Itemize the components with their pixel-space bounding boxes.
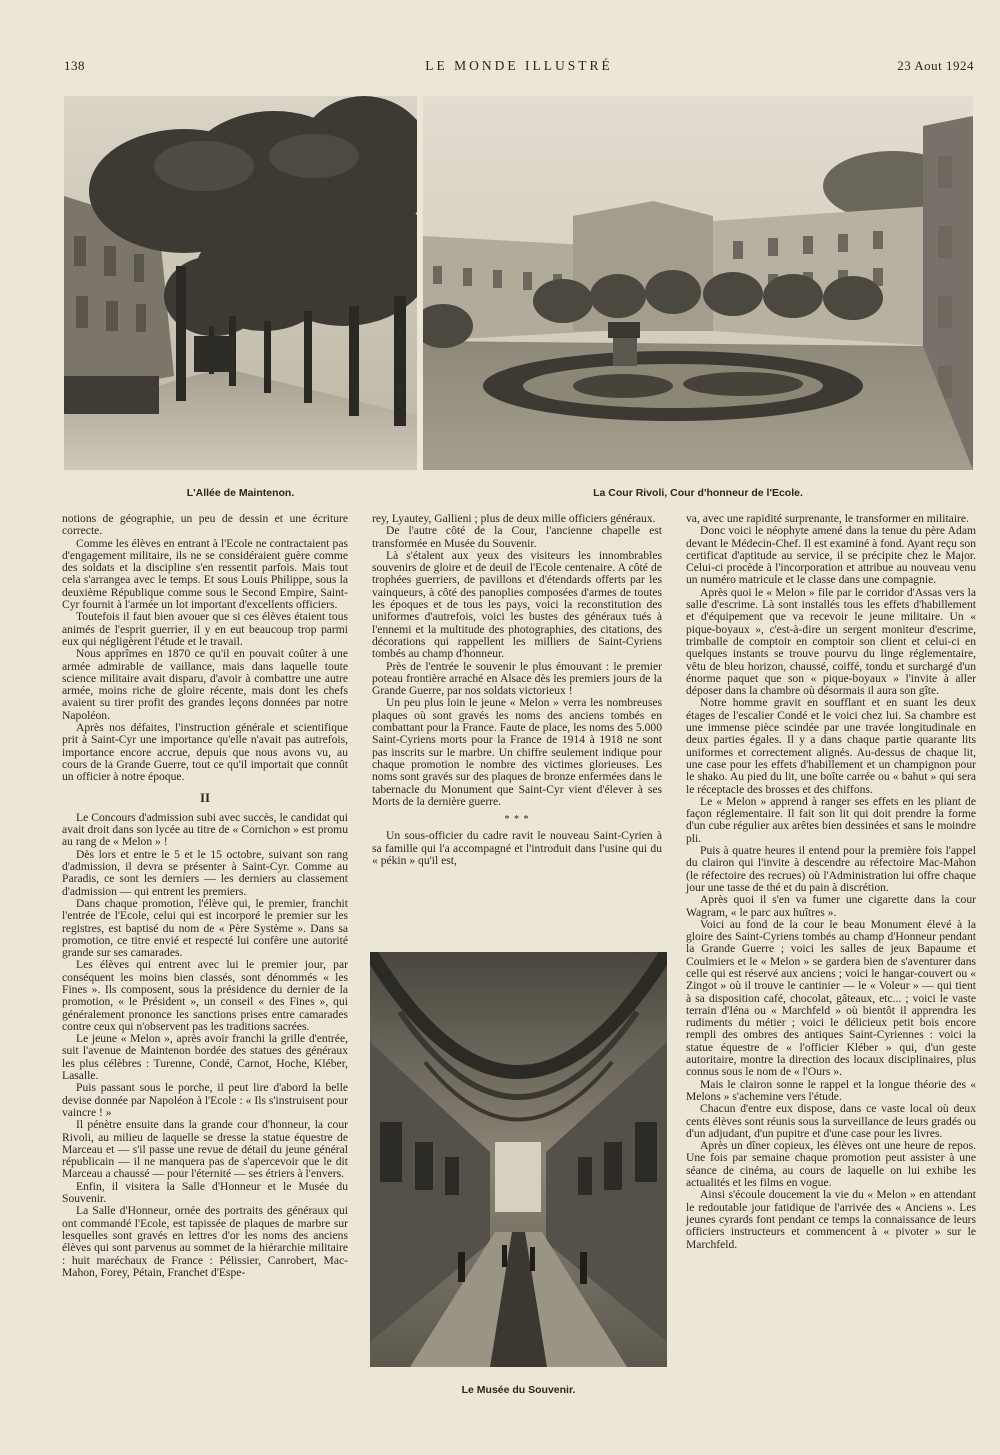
text-column-2 xyxy=(372,513,662,867)
paragraph: Donc voici le néophyte amené dans la tenue du père Adam devant le Médecin-Chef. Il est examiné à fond. Ayant reçu son certificat d'aptitude au service, il se précipite chez le Major. Celui-ci procède à l'incorporation et attribue au nouveau venu un numéro matricule et le classe dans une compagnie. xyxy=(686,524,976,587)
paragraph: Chacun d'entre eux dispose, dans ce vaste local où deux cents élèves sont réunis sous la surveillance de leurs gradés ou d'un adjudant, d'un pupitre et d'une case pour les livres. xyxy=(686,1102,976,1140)
paragraph: Dès lors et entre le 5 et le 15 octobre, suivant son rang d'admission, il devra se présenter à Saint-Cyr. Comme au Paradis, ce sont les derniers — les derniers au classement d'admission — qui entrent les premiers. xyxy=(62,847,348,898)
paragraph: Le Concours d'admission subi avec succès, le candidat qui avait droit dans son lycée au titre de « Cornichon » est promu au rang de « Melon » ! xyxy=(62,810,348,849)
paragraph: Les élèves qui entrent avec lui le premier jour, par conséquent les moins bien classés, sont dénommés « les Fines ». Ils composent, sous la présidence du dernier de la promotion, « le Président », un conseil « des Fines », qui généralement prononce les sanctions prises entre camarades contre ceux qui n'observent pas les traditions sacrées. xyxy=(62,958,348,1033)
paragraph: Ainsi s'écoule doucement la vie du « Melon » en attendant le redoutable jour fatidique de l'arrivée des « Anciens ». Les jeunes cyrards font pendant ce temps la connaissance de leurs officiers instructeurs et commencent à « pivoter » sur le Marchfeld. xyxy=(686,1188,976,1251)
paragraph: Un peu plus loin le jeune « Melon » verra les nombreuses plaques où sont gravés les noms des anciens tombés en combattant pour la France. Faute de place, les noms des 5.000 Saint-Cyriens morts pour la France de 1914 à 1918 ne sont pas inscrits sur le marbre. Un chiffre seulement indique pour chaque promotion le nombre des victimes glorieuses. Les noms sont gravés sur des plaques de bronze enfermées dans le tabernacle du Monument que Saint-Cyr vient d'élever à ses Morts de la dernière guerre. xyxy=(372,696,662,808)
paragraph: Voici au fond de la cour le beau Monument élevé à la gloire des Saint-Cyriens tombés au champ d'Honneur pendant la Grande Guerre ; voici les salles de jeux Bapaume et Coulmiers et le « Melon » se gardera bien de s'aventurer dans celle qui est réservé aux anciens ; voici le hangar-couvert ou « Zingot » où il trouve le cantinier — le « Voleur » — qui tient à sa disposition café, chocolat, gâteaux, etc... ; voici le vaste terrain d'Iéna ou « Marchfeld » où bientôt il apprendra les rudiments du métier ; voici le délicieux petit bois encore rempli des ombres des antiques Saint-Cyriennes : voici la statue équestre de « l'officier Kléber » qui, d'un geste autoritaire, montre la direction des locaux disciplinaires, plus connus sous le nom de « l'Ours ». xyxy=(686,917,976,1079)
text-column-1 xyxy=(62,513,348,1279)
paragraph: Dans chaque promotion, l'élève qui, le premier, franchit l'entrée de l'Ecole, celui qui est incorporé le premier sur les registres, est baptisé du nom de « Père Système ». Dans sa promotion, ce titre envié et respecté lui confère une autorité grande sur ses camarades. xyxy=(62,896,348,960)
paragraph: Il pénètre ensuite dans la grande cour d'honneur, la cour Rivoli, au milieu de laquelle se dresse la statue équestre de Marceau et — s'il passe une revue de détail du jeune général républicain — il ne manquera pas de s'apercevoir que le dit Marceau a chaussé — pour l'éternité — ses étriers à l'envers. xyxy=(62,1118,348,1181)
paragraph: Le jeune « Melon », après avoir franchi la grille d'entrée, suit l'avenue de Maintenon bordée des statues des généraux les plus célèbres : Turenne, Condé, Carnot, Hoche, Kléber, Lasalle. xyxy=(62,1032,348,1083)
paragraph: Notre homme gravit en soufflant et en suant les deux étages de l'escalier Condé et le voici chez lui. Sa chambre est une immense pièce scindée par une travée longitudinale en deux parties égales. Il y a dans chaque partie quarante lits uniformes et correctement alignés. Au-dessus de chaque lit, une case pour les effets d'habillement et un champignon pour le shako. Au pied du lit, une boîte carrée ou « bahut » qui sera le réceptacle des brosses et des chiffons. xyxy=(686,696,976,796)
paragraph: notions de géographie, un peu de dessin et une écriture correcte. xyxy=(62,512,348,538)
paragraph: Puis à quatre heures il entend pour la première fois l'appel du clairon qui l'invite à descendre au réfectoire Mac-Mahon (le réfectoire des recrues) où l'Administration lui offre chaque jour une tasse de thé et du pain à discrétion. xyxy=(686,844,976,894)
paragraph: rey, Lyautey, Gallieni ; plus de deux mille officiers généraux. xyxy=(372,512,656,525)
paragraph: Comme les élèves en entrant à l'Ecole ne contractaient pas d'engagement militaire, ils ne se considéraient guère comme des soldats et la discipline s'en ressentit parfois. Mais tout cela s'arrangea avec le temps. Et sous Louis Philippe, sous la deuxième République comme sous le Second Empire, Saint-Cyr fournit à l'armée un lot important d'excellents officiers. xyxy=(62,536,348,612)
section-separator: * * * xyxy=(504,814,530,826)
running-header xyxy=(64,58,974,80)
paragraph: De l'autre côté de la Cour, l'ancienne chapelle est transformée en Musée du Souvenir. xyxy=(372,524,662,550)
paragraph: Le « Melon » apprend à ranger ses effets en les pliant de façon réglementaire. Il fait son lit qui doit prendre la forme d'un cube régulier aux arêtes bien dessinées et sans le moindre pli. xyxy=(686,794,976,845)
paragraph: Là s'étalent aux yeux des visiteurs les innombrables souvenirs de gloire et de deuil de l'Ecole centenaire. A côté de trophées guerriers, de pavillons et d'étendards offerts par les vainqueurs, à côté des panoplies composées d'armes de toutes les époques et de tous les pays, voici la reconstitution des uniformes d'autrefois, voici les bustes des généraux tués à l'ennemi et la multitude des photographies, des citations, des décorations qui rappellent les milliers de Saint-Cyriens tombés au champ d'honneur. xyxy=(372,548,662,661)
photo-cour-rivoli xyxy=(423,96,973,470)
paragraph: Enfin, il visitera la Salle d'Honneur et le Musée du Souvenir. xyxy=(62,1179,348,1206)
paragraph: Près de l'entrée le souvenir le plus émouvant : le premier poteau frontière arraché en Alsace dès les premiers jours de la Grande Guerre, par nos soldats victorieux ! xyxy=(372,659,662,698)
caption-cour-rivoli: La Cour Rivoli, Cour d'honneur de l'Ecole. xyxy=(593,487,803,499)
caption-allee: L'Allée de Maintenon. xyxy=(186,487,295,499)
paragraph: Après nos défaites, l'instruction générale et scientifique prit à Saint-Cyr une importance qu'elle n'avait pas autrefois, importance encore accrue, depuis que nous avons vu, au cours de la Grande Guerre, tout ce qu'il importait que connût un officier à notre époque. xyxy=(62,721,348,784)
paragraph: Après quoi il s'en va fumer une cigarette dans la cour Wagram, « le parc aux huîtres ». xyxy=(686,893,976,919)
text-column-3 xyxy=(686,513,976,1251)
caption-musee: Le Musée du Souvenir. xyxy=(461,1384,576,1396)
paragraph: Nous apprîmes en 1870 ce qu'il en pouvait coûter à une armée admirable de vaillance, mais dans laquelle toute science militaire avait disparu, d'avoir à combattre une autre armée, moins riche de gloire récente, mais dont les chefs avaient su tirer profit des grandes leçons données par notre Napoléon. xyxy=(62,647,348,722)
page-number: 138 xyxy=(64,58,85,73)
paragraph: Après quoi le « Melon » file par le corridor d'Assas vers la salle d'escrime. Là sont installés tous les effets d'habillement et d'équipement que va recevoir le jeune militaire. Un « pique-boyaux », c'est-à-dire un sergent moniteur d'escrime, trimballe de comptoir en comptoir son client et celui-ci en quelques instants se trouve pourvu du linge réglementaire, vêtu de bleu horizon, chaussé, coiffé, tondu et surchargé d'un énorme paquet que son « pique-boyaux » l'invite à aller déposer dans la chambre où désormais il aura son gîte. xyxy=(686,585,976,698)
paragraph: va, avec une rapidité surprenante, le transformer en militaire. xyxy=(686,512,969,525)
paragraph: Après un dîner copieux, les élèves ont une heure de repos. Une fois par semaine chaque promotion peut assister à une séance de cinéma, au cours de laquelle on lui exhibe les actualités et les films en vogue. xyxy=(686,1139,976,1190)
photo-musee-du-souvenir xyxy=(370,952,667,1367)
section-heading: II xyxy=(199,789,211,805)
paragraph: Toutefois il faut bien avouer que si ces élèves étaient tous animés de l'esprit guerrier, il y en eut beaucoup trop parmi eux qui négligèrent l'étude et le travail. xyxy=(62,610,348,648)
journal-title: LE MONDE ILLUSTRÉ xyxy=(425,58,613,73)
photo-allee-de-maintenon xyxy=(64,96,417,470)
paragraph: Un sous-officier du cadre ravit le nouveau Saint-Cyrien à sa famille qui l'a accompagné et l'introduit dans l'usine qui du « pékin » qu'il est, xyxy=(372,829,662,868)
paragraph: Mais le clairon sonne le rappel et la longue théorie des « Melons » s'achemine vers l'étude. xyxy=(686,1077,976,1103)
issue-date: 23 Aout 1924 xyxy=(897,58,974,73)
paragraph: Puis passant sous le porche, il peut lire d'abord la belle devise donnée par Napoléon à l'Ecole : « Ils s'instruisent pour vaincre ! » xyxy=(62,1081,348,1119)
paragraph: La Salle d'Honneur, ornée des portraits des généraux qui ont commandé l'Ecole, est tapissée de plaques de marbre sur lesquelles sont gravés en lettres d'or les noms des anciens élèves qui sont parvenus au sommet de la hiérarchie militaire : huit maréchaux de France : Pélissier, Canrobert, Mac-Mahon, Forey, Pétain, Franchet d'Espe- xyxy=(62,1204,348,1279)
